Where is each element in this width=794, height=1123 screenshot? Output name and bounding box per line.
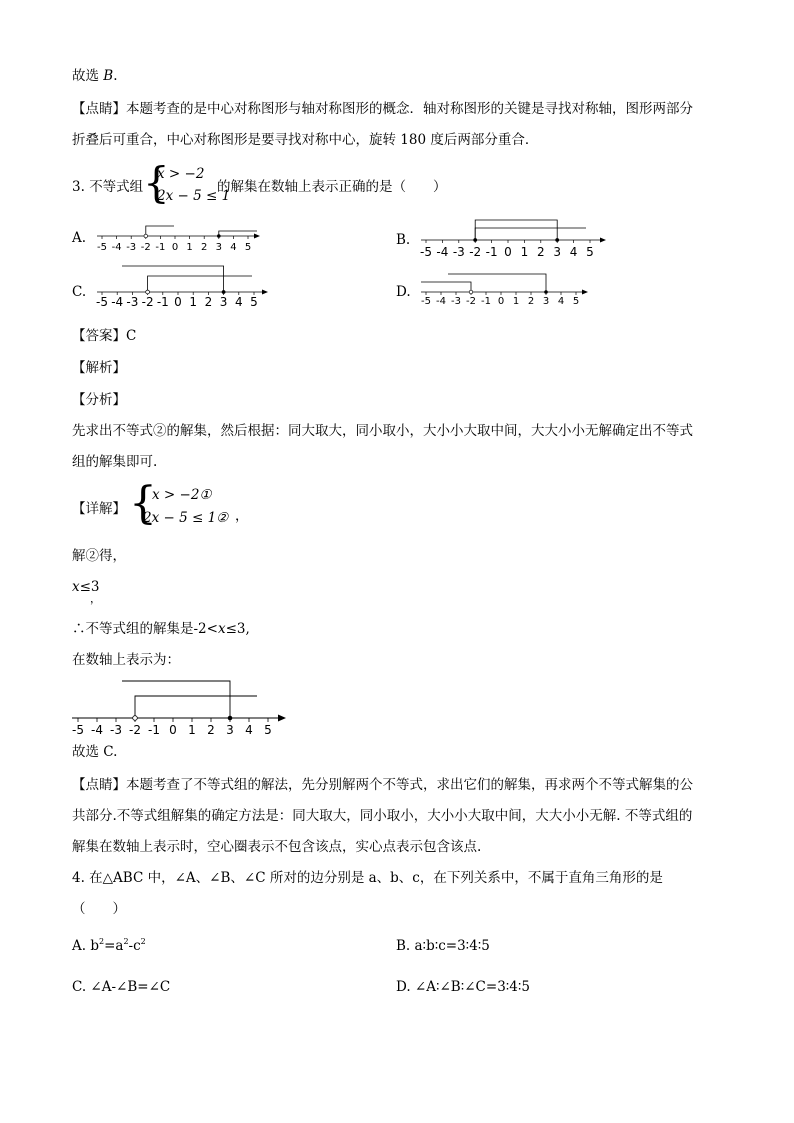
comment-label: 【点睛】 (72, 101, 126, 117)
q3-comment-line2: 共部分.不等式组解集的确定方法是：同大取大，同小取小，大小小大取中间，大大小小无解. 不等式组的 (72, 808, 693, 824)
tick-label: -5 (96, 295, 108, 309)
q3-detail-ineq1: x > −2① (152, 487, 212, 503)
tick-label: 5 (572, 296, 580, 307)
prev-answer-line: 故选 B. (72, 68, 118, 84)
q3-final-answer: 故选 C. (72, 744, 118, 760)
tick-label: -4 (111, 295, 124, 309)
q3-option-d-label: D. (396, 284, 411, 300)
q3-option-a-numberline (94, 224, 264, 254)
q4-option-b: B. a∶b∶c=3∶4∶5 (396, 938, 490, 954)
tick-label: 2 (204, 295, 213, 309)
tick-label: 4 (234, 295, 243, 309)
q3-detail-brace: { (129, 478, 157, 529)
tick-label: 1 (520, 245, 529, 259)
q3-analysis-label: 【解析】 (72, 360, 126, 376)
tick-label: 0 (174, 295, 182, 309)
tick-label: -1 (148, 723, 160, 737)
tick-label: -5 (420, 245, 432, 259)
tick-label: 3 (219, 295, 228, 309)
tick-label: 1 (188, 723, 196, 737)
solution-numberline (72, 676, 292, 736)
q3-option-c-numberline (94, 264, 274, 308)
q3-option-d-numberline (418, 270, 590, 306)
q3-x-result: x≤3 (72, 579, 100, 595)
tick-label: -1 (156, 295, 169, 309)
tick-label: 2 (201, 242, 208, 253)
q3-option-a-label: A. (72, 230, 87, 246)
tick-labels (97, 242, 251, 253)
tick-label: 0 (169, 723, 177, 737)
tick-label: -3 (451, 296, 461, 307)
tick-label: 4 (557, 296, 565, 307)
tick-label: 5 (250, 295, 258, 309)
tick-label: 4 (569, 245, 578, 259)
tick-label: -2 (466, 296, 476, 307)
tick-label: 2 (527, 296, 535, 307)
tick-label: -4 (91, 723, 103, 737)
tick-label: -1 (155, 242, 166, 253)
tick-labels (421, 296, 579, 307)
q4-stem-line1: 4. 在△ABC 中，∠A、∠B、∠C 所对的边分别是 a、b、c，在下列关系中，不属于直角三角形的是 (72, 870, 663, 886)
tick-label: -4 (436, 245, 449, 259)
tick-label: -5 (97, 242, 107, 253)
q3-detail-ineq2: 2x − 5 ≤ 1② (143, 510, 229, 526)
tick-label: 1 (189, 295, 198, 309)
q3-stem-end: 的解集在数轴上表示正确的是（ ） (217, 179, 447, 195)
tick-label: -1 (481, 296, 491, 307)
tick-labels (96, 295, 258, 309)
q4-option-c: C. ∠A-∠B=∠C (72, 979, 171, 995)
tick-label: -5 (72, 723, 84, 737)
comment-label: 【点睛】 (72, 777, 126, 793)
tick-label: 2 (536, 245, 545, 259)
tick-label: -2 (141, 295, 154, 309)
tick-label: 4 (230, 242, 237, 253)
tick-label: -3 (452, 245, 465, 259)
q3-ineq2: 2x − 5 ≤ 1 (157, 188, 231, 204)
tick-label: -3 (110, 723, 122, 737)
q3-fenxi-line2: 组的解集即可. (72, 454, 158, 470)
q3-detail-label: 【详解】 (72, 501, 126, 517)
q4-stem-line2: （ ） (72, 901, 126, 917)
tick-label: -4 (111, 242, 122, 253)
tick-label: -2 (469, 245, 482, 259)
tick-label: 3 (542, 296, 550, 307)
tick-label: 0 (497, 296, 505, 307)
tick-label: 5 (586, 245, 594, 259)
q3-therefore-line: ∴不等式组的解集是-2<x≤3, (72, 621, 250, 637)
q4-option-a: A. $b^2=a^2-c^2$ (72, 937, 146, 954)
prev-comment-line2: 折叠后可重合，中心对称图形是要寻找对称中心，旋转 180 度后两部分重合． (72, 132, 539, 148)
tick-label: -3 (126, 295, 139, 309)
q3-ineq1: x > −2 (157, 166, 205, 182)
q3-option-c-label: C. (72, 284, 87, 300)
ticks (426, 240, 590, 243)
tick-label: -1 (485, 245, 498, 259)
q3-fenxi-label: 【分析】 (72, 392, 126, 408)
tick-label: 0 (171, 242, 179, 253)
answer-label: 【答案】 (72, 328, 126, 344)
q3-comment-line3: 解集在数轴上表示时，空心圈表示不包含该点，实心点表示包含该点. (72, 839, 482, 855)
answer-value: C (126, 328, 137, 344)
tick-label: 5 (264, 723, 272, 737)
tick-label: -5 (421, 296, 431, 307)
tick-label: 4 (245, 723, 253, 737)
tick-label: -2 (140, 242, 151, 253)
q3-represent-line: 在数轴上表示为： (72, 652, 180, 668)
q3-fenxi-line1: 先求出不等式②的解集，然后根据：同大取大，同小取小，大小小大取中间，大大小小无解确定出不等式 (72, 423, 693, 439)
q3-answer (72, 326, 136, 346)
q3-brace: { (143, 158, 170, 207)
q3-option-b-label: B. (396, 232, 411, 248)
tick-labels (72, 723, 272, 737)
q3-stem-start: 3. 不等式组 (72, 179, 144, 195)
tick-label: 2 (207, 723, 215, 737)
tick-label: 1 (512, 296, 520, 307)
ticks (78, 718, 268, 722)
tick-label: 1 (186, 242, 193, 253)
tick-labels (420, 245, 594, 259)
tick-label: 3 (553, 245, 562, 259)
q3-option-b-numberline (418, 216, 608, 258)
q4-option-d: D. ∠A∶∠B∶∠C=3∶4∶5 (396, 979, 530, 995)
tick-label: 0 (504, 245, 512, 259)
q3-solve-line: 解②得， (72, 548, 126, 564)
ticks (102, 236, 248, 239)
q3-comment-line1: 【点睛】本题考查了不等式组的解法，先分别解两个不等式，求出它们的解集，再求两个不等式解集的公 (72, 777, 693, 793)
tick-label: -2 (129, 723, 141, 737)
tick-label: 3 (215, 242, 222, 253)
tick-label: 3 (226, 723, 234, 737)
ticks (426, 292, 576, 295)
tick-label: -4 (436, 296, 446, 307)
tick-label: -3 (126, 242, 137, 253)
prev-comment-line1: 【点睛】本题考查的是中心对称图形与轴对称图形的概念．轴对称图形的关键是寻找对称轴，图形两部分 (72, 101, 693, 117)
q3-x-result-comma: ， (90, 592, 101, 605)
q3-detail-comma: ， (235, 508, 249, 524)
tick-label: 5 (244, 242, 252, 253)
